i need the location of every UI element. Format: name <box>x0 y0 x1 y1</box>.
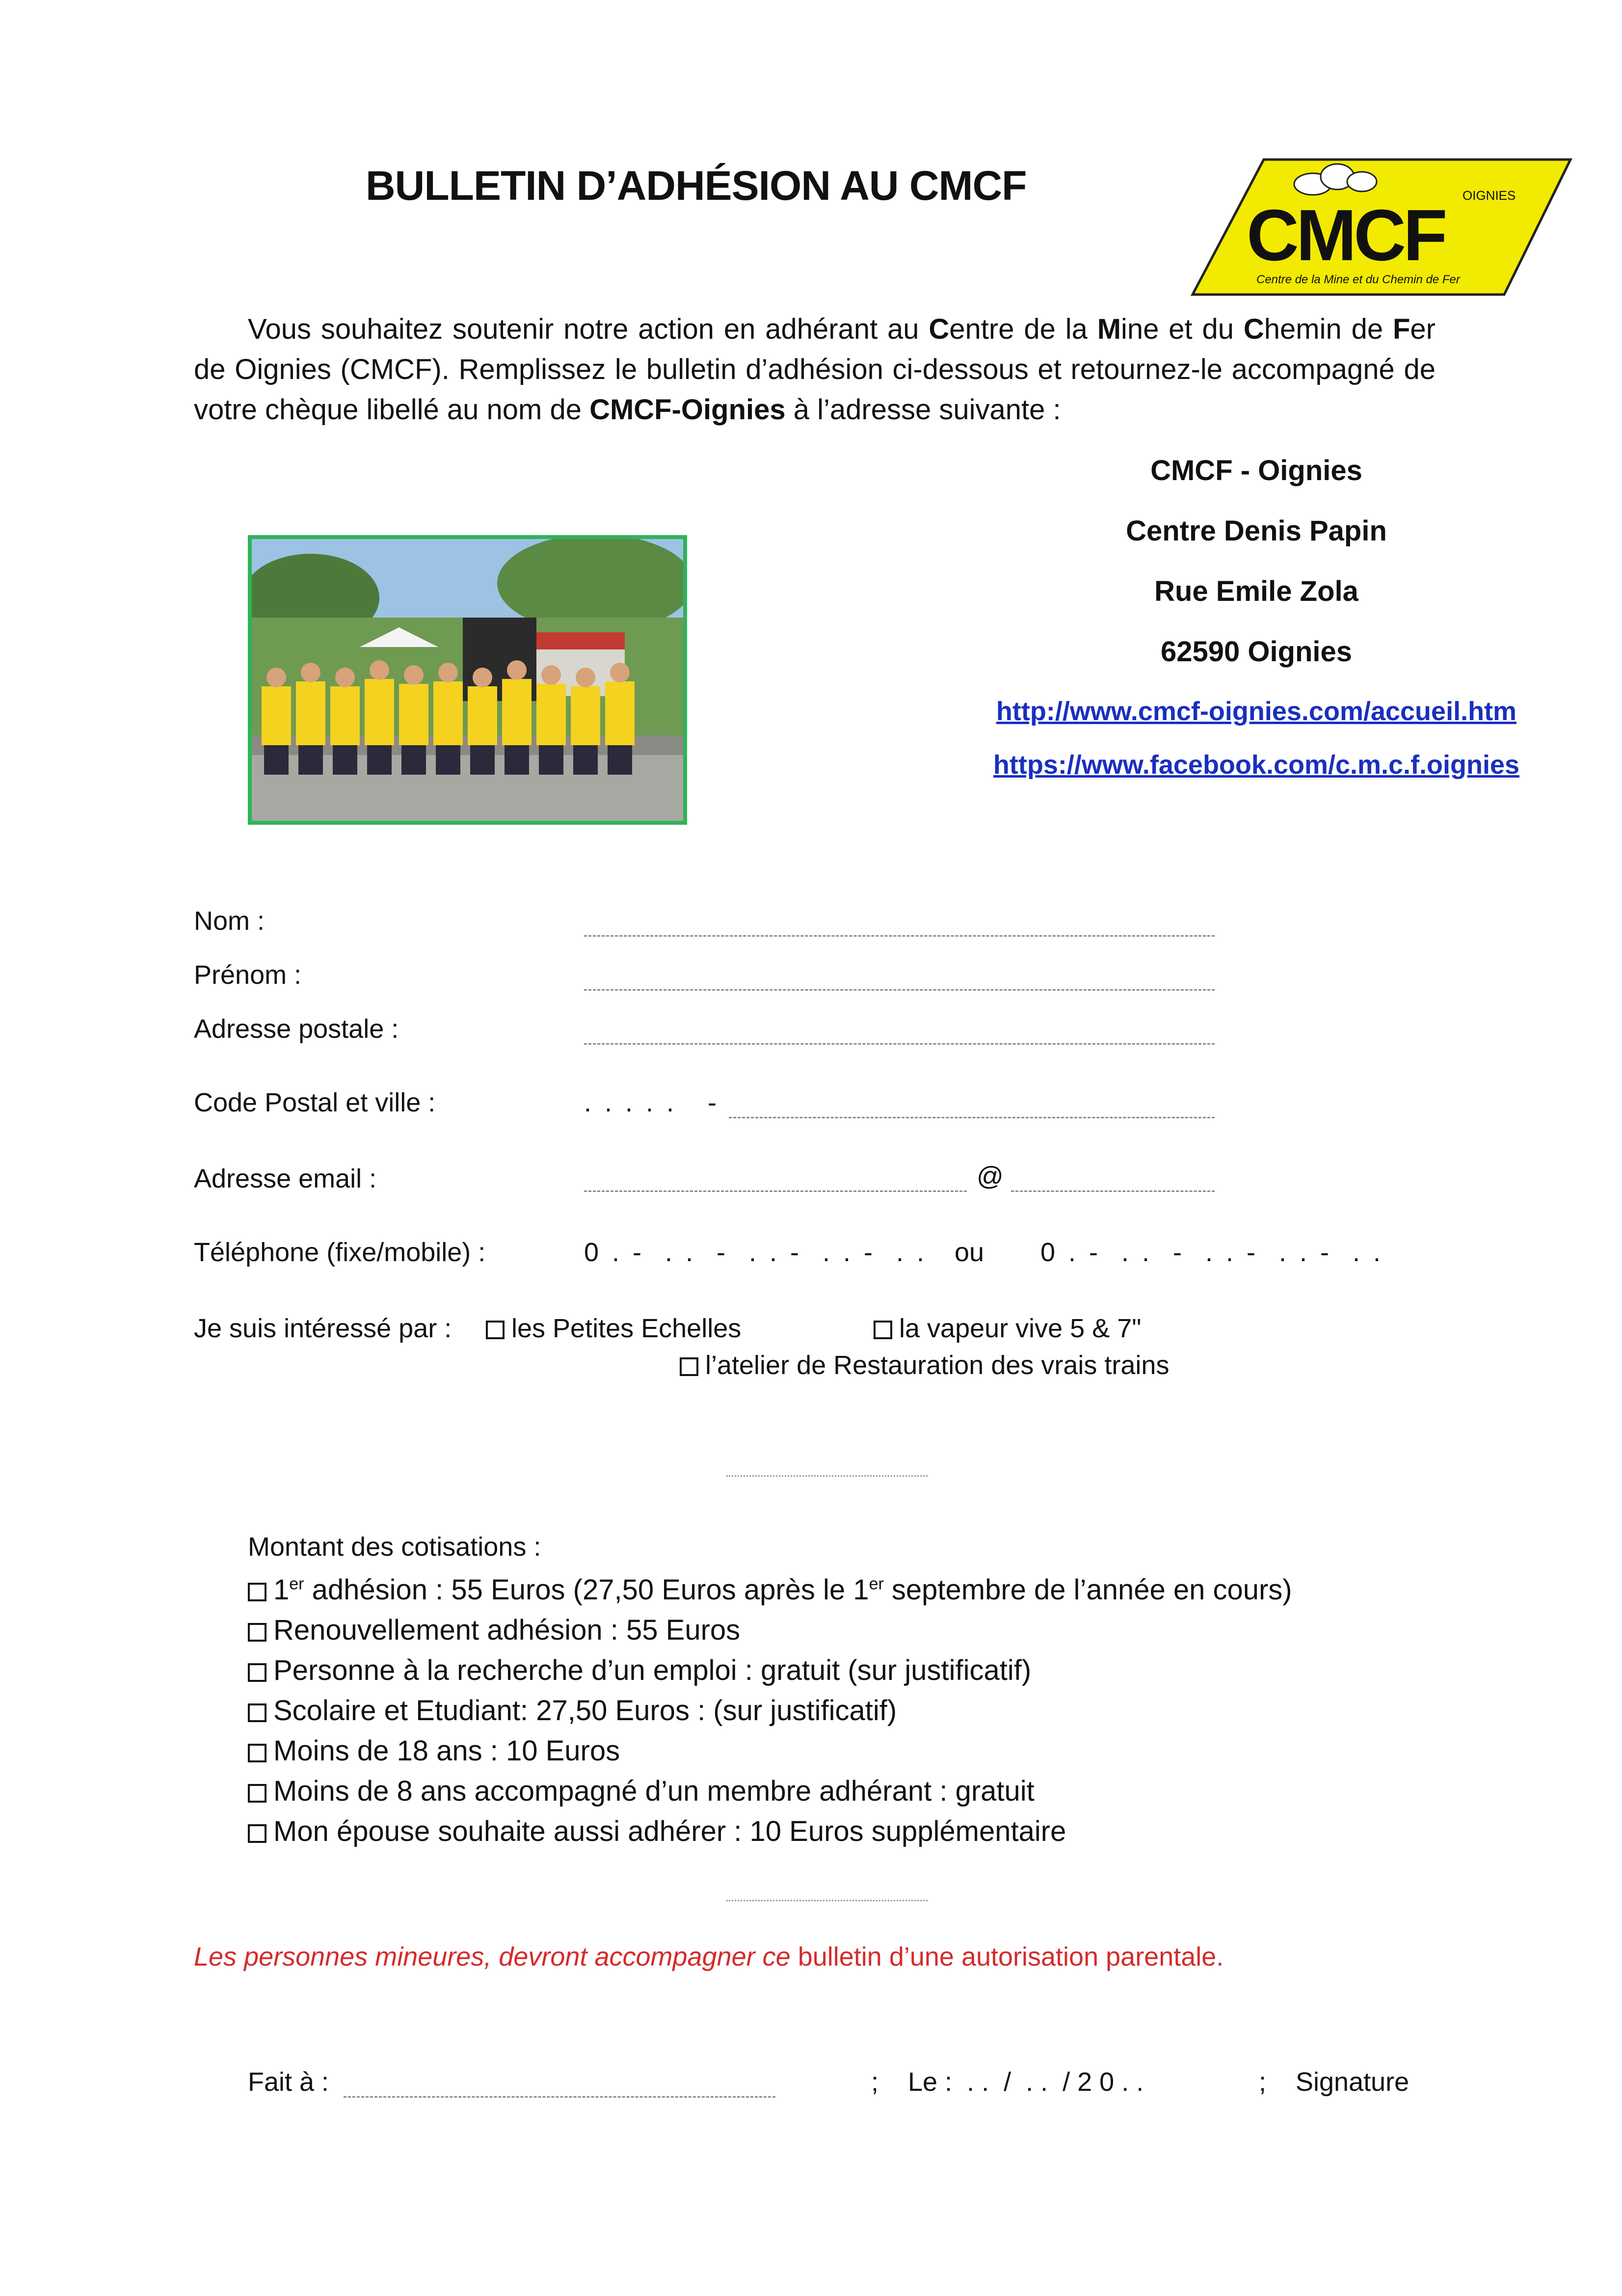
address-line-1: CMCF - Oignies <box>1150 455 1362 486</box>
fait-a-label: Fait à : <box>248 2067 329 2097</box>
adresse-field[interactable] <box>584 1043 1215 1045</box>
cmcf-logo <box>1190 155 1573 297</box>
fee-spouse[interactable]: Mon épouse souhaite aussi adhérer : 10 Euros supplémentaire <box>248 1815 1066 1848</box>
email-domain-field[interactable] <box>1011 1190 1215 1192</box>
separator <box>726 1475 928 1477</box>
checkbox-icon[interactable] <box>248 1744 266 1762</box>
code-postal-field[interactable]: . . . . . - <box>584 1088 720 1117</box>
date-field[interactable]: Le : . . / . . / 2 0 . . <box>908 2067 1144 2097</box>
logo-town: OIGNIES <box>1462 188 1516 203</box>
telephone-field-1[interactable]: 0 . - . . - . . - . . - . . <box>584 1238 928 1267</box>
fait-a-field[interactable] <box>344 2096 775 2098</box>
website-link[interactable]: http://www.cmcf-oignies.com/accueil.htm <box>996 697 1517 726</box>
interest-vapeur-vive[interactable]: la vapeur vive 5 & 7" <box>874 1313 1141 1344</box>
checkbox-icon[interactable] <box>248 1583 266 1601</box>
checkbox-icon[interactable] <box>248 1663 266 1682</box>
interest-atelier-restauration[interactable]: l’atelier de Restauration des vrais trains <box>680 1350 1169 1380</box>
checkbox-icon[interactable] <box>248 1824 266 1843</box>
telephone-label: Téléphone (fixe/mobile) : <box>194 1238 486 1267</box>
email-label: Adresse email : <box>194 1164 377 1193</box>
code-postal-label: Code Postal et ville : <box>194 1088 436 1117</box>
interest-label: Je suis intéressé par : <box>194 1314 452 1343</box>
intro-paragraph: Vous souhaitez soutenir notre action en adhérant au Centre de la Mine et du Chemin de Fer de Oignies (CMCF). Remplissez le bulletin d’adhésion ci-dessous et retournez-le accompagné de votre chèque libellé au nom de CMCF-Oignies à l’adresse suivante : <box>194 313 1436 426</box>
nom-label: Nom : <box>194 906 265 936</box>
checkbox-icon[interactable] <box>248 1703 266 1722</box>
fee-under-8[interactable]: Moins de 8 ans accompagné d’un membre adhérant : gratuit <box>248 1775 1035 1808</box>
email-user-field[interactable] <box>584 1190 967 1192</box>
fee-first-membership[interactable]: 1er adhésion : 55 Euros (27,50 Euros après le 1er septembre de l’année en cours) <box>248 1573 1292 1606</box>
separator <box>726 1900 928 1901</box>
address-line-2: Centre Denis Papin <box>1126 515 1387 547</box>
checkbox-icon[interactable] <box>874 1321 892 1339</box>
checkbox-icon[interactable] <box>248 1784 266 1803</box>
checkbox-icon[interactable] <box>248 1623 266 1642</box>
fee-student[interactable]: Scolaire et Etudiant: 27,50 Euros : (sur justificatif) <box>248 1694 897 1727</box>
facebook-link[interactable]: https://www.facebook.com/c.m.c.f.oignies <box>993 750 1520 780</box>
fee-renewal[interactable]: Renouvellement adhésion : 55 Euros <box>248 1614 740 1647</box>
prenom-label: Prénom : <box>194 960 302 990</box>
fee-job-seeker[interactable]: Personne à la recherche d’un emploi : gratuit (sur justificatif) <box>248 1654 1031 1687</box>
fee-under-18[interactable]: Moins de 18 ans : 10 Euros <box>248 1734 620 1767</box>
telephone-or: ou <box>955 1238 984 1267</box>
prenom-field[interactable] <box>584 989 1215 991</box>
adresse-label: Adresse postale : <box>194 1014 399 1044</box>
ville-field[interactable] <box>729 1117 1215 1118</box>
address-line-3: Rue Emile Zola <box>1154 575 1358 607</box>
logo-tagline: Centre de la Mine et du Chemin de Fer <box>1256 273 1460 286</box>
telephone-field-2[interactable]: 0 . - . . - . . - . . - . . <box>1040 1238 1384 1267</box>
page-title: BULLETIN D’ADHÉSION AU CMCF <box>366 162 1027 209</box>
fees-heading: Montant des cotisations : <box>248 1532 541 1562</box>
nom-field[interactable] <box>584 935 1215 937</box>
checkbox-icon[interactable] <box>486 1321 505 1339</box>
semicolon: ; <box>871 2067 879 2097</box>
email-at: @ <box>977 1162 1004 1191</box>
logo-main: CMCF <box>1247 195 1445 276</box>
minor-warning: Les personnes mineures, devront accompagner ce bulletin d’une autorisation parentale. <box>194 1942 1224 1972</box>
checkbox-icon[interactable] <box>680 1357 698 1376</box>
signature-label: Signature <box>1296 2067 1409 2097</box>
address-line-4: 62590 Oignies <box>1160 636 1353 668</box>
interest-petites-echelles[interactable]: les Petites Echelles <box>486 1313 741 1344</box>
group-photo <box>248 535 687 825</box>
semicolon: ; <box>1259 2067 1267 2097</box>
